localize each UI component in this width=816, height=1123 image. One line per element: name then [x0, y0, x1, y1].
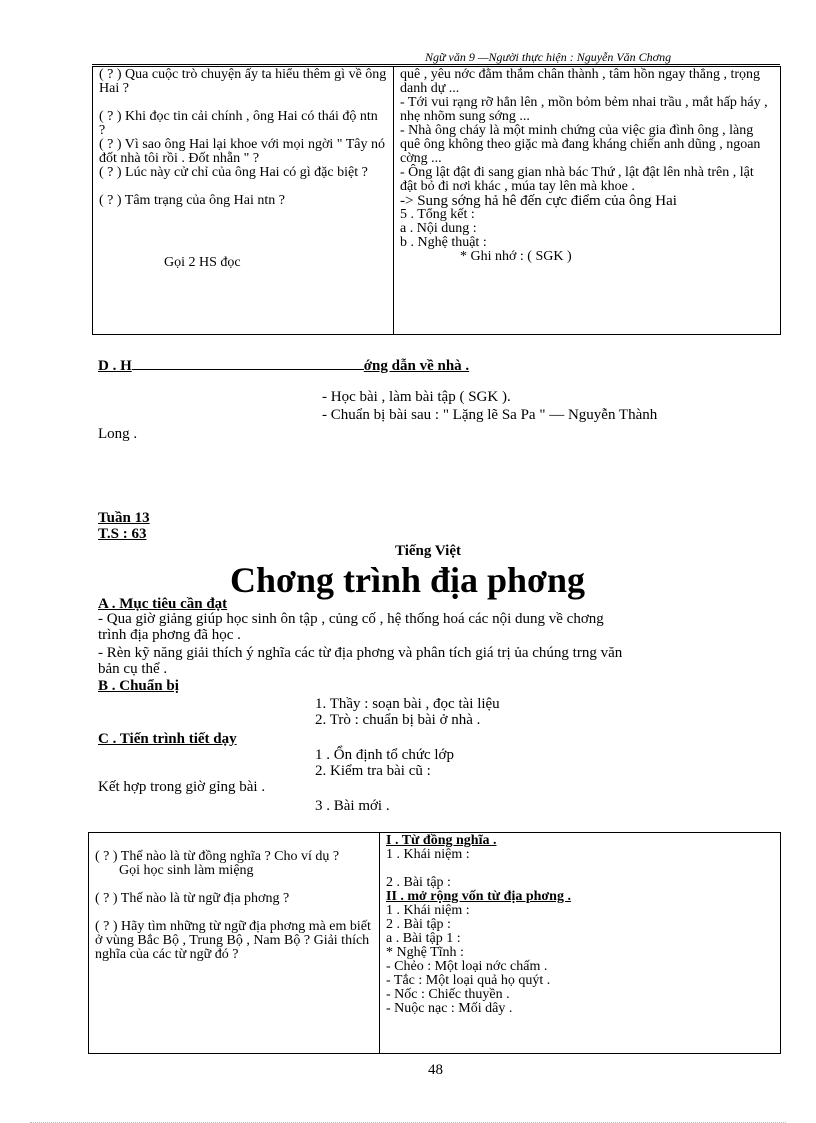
running-header: Ngữ văn 9 —Người thực hiện : Nguyễn Văn Chơng	[425, 50, 672, 64]
answer: -> Sung sớng hả hê đến cực điểm của ông Hai	[400, 193, 677, 209]
lesson-title: Chơng trình địa phơng	[230, 560, 586, 600]
homework-line: - Chuẩn bị bài sau : " Lặng lẽ Sa Pa " — Nguyễn Thành	[322, 407, 658, 423]
answer: 2 . Bài tập :	[386, 917, 451, 932]
question: ( ? ) Vì sao ông Hai lại khoe với mọi ngời " Tây nó đốt nhà tôi rồi . Đốt nhẵn " ?	[99, 137, 385, 166]
questions-column	[93, 67, 394, 335]
answer: a . Bài tập 1 :	[386, 931, 461, 946]
answer: - Chẻo : Một loại nớc chấm .	[386, 959, 548, 974]
question: ( ? ) Tâm trạng của ông Hai ntn ?	[99, 193, 285, 208]
section-d-title: D . H ớng dẫn về nhà .	[98, 358, 470, 374]
section-c-title: C . Tiến trình tiết dạy	[98, 731, 237, 747]
answer: * Ghi nhớ : ( SGK )	[460, 249, 572, 264]
prep-item: 1. Thầy : soạn bài , đọc tài liệu	[315, 696, 500, 712]
answer: b . Nghệ thuật :	[400, 235, 487, 250]
question: ( ? ) Hãy tìm những từ ngữ địa phơng mà em biết ở vùng Bắc Bộ , Trung Bộ , Nam Bộ ? Giải thích nghĩa của các từ ngữ đó ?	[95, 919, 371, 962]
answer: - Nhà ông cháy là một minh chứng của việc gia đình ông , làng quê ông không theo giặc mà đang kháng chiến anh dũng , ngoan cờng ...	[400, 123, 761, 166]
week-label: Tuần 13	[98, 510, 150, 526]
answer: - Tới vui rạng rỡ hẳn lên , mồn bỏm bẻm nhai trầu , mắt hấp háy , nhẹ nhõm sung sớng ...	[400, 95, 768, 124]
homework-line: Long .	[98, 426, 138, 442]
ts-label: T.S : 63	[98, 526, 147, 542]
lesson-table-2	[88, 832, 781, 1054]
answer: 1 . Khái niệm :	[386, 847, 470, 862]
answer: - Nốc : Chiếc thuyền .	[386, 987, 510, 1002]
answer: - Nuộc nạc : Mối dây .	[386, 1001, 513, 1016]
question: ( ? ) Lúc này cử chỉ của ông Hai có gì đặc biệt ?	[99, 165, 368, 180]
answer: * Nghệ Tĩnh :	[386, 945, 464, 960]
instruction: Gọi học sinh làm miệng	[119, 863, 254, 878]
process-item: 1 . Ổn định tổ chức lớp	[315, 747, 454, 763]
answer: 5 . Tổng kết :	[400, 207, 475, 222]
objective-line: - Qua giờ giảng giúp học sinh ôn tập , củng cố , hệ thống hoá các nội dung về chơng	[98, 611, 604, 627]
objective-line: trình địa phơng đã học .	[98, 627, 241, 643]
question: ( ? ) Khi đọc tin cải chính , ông Hai có thái độ ntn ?	[99, 109, 378, 138]
question: ( ? ) Thế nào là từ ngữ địa phơng ?	[95, 891, 290, 906]
instruction: Gọi 2 HS đọc	[164, 255, 241, 270]
answer: 1 . Khái niệm :	[386, 903, 470, 918]
answers-column	[394, 67, 781, 335]
objective-line: - Rèn kỹ năng giải thích ý nghĩa các từ địa phơng và phân tích giá trị ủa chúng trng văn	[98, 645, 623, 661]
section-a-title: A . Mục tiêu cần đạt	[98, 596, 228, 612]
answer: - Tắc : Một loại quả họ quýt .	[386, 973, 551, 988]
answer: quê , yêu nớc đằm thắm chân thành , tâm hồn ngay thẳng , trọng danh dự ...	[400, 67, 761, 96]
questions-column	[89, 833, 380, 1054]
lesson-table-1	[92, 66, 781, 335]
header-rule	[92, 64, 780, 65]
page-number: 48	[428, 1062, 443, 1078]
homework-line: - Học bài , làm bài tập ( SGK ).	[322, 389, 511, 405]
process-item: 2. Kiểm tra bài cũ :	[315, 763, 431, 779]
section-b-title: B . Chuẩn bị	[98, 678, 179, 694]
process-item: 3 . Bài mới .	[315, 798, 390, 814]
objective-line: bản cụ thể .	[98, 661, 168, 677]
question: ( ? ) Thế nào là từ đồng nghĩa ? Cho ví dụ ?	[95, 849, 340, 864]
answer-heading: II . mở rộng vốn từ địa phơng .	[386, 889, 571, 904]
answer: 2 . Bài tập :	[386, 875, 451, 890]
process-note: Kết hợp trong giờ gỉng bài .	[98, 779, 266, 795]
subject-label: Tiếng Việt	[395, 543, 461, 559]
answer: - Ông lật đật đi sang gian nhà bác Thứ , lật đật lên nhà trên , lật đật bỏ đi nơi khác , múa tay lên mà khoe .	[400, 165, 754, 194]
question: ( ? ) Qua cuộc trò chuyện ấy ta hiểu thêm gì về ông Hai ?	[99, 67, 387, 96]
answer-heading: I . Từ đồng nghĩa .	[386, 833, 497, 848]
prep-item: 2. Trò : chuẩn bị bài ở nhà .	[315, 712, 481, 728]
answer: a . Nội dung :	[400, 221, 477, 236]
answers-column	[380, 833, 781, 1054]
